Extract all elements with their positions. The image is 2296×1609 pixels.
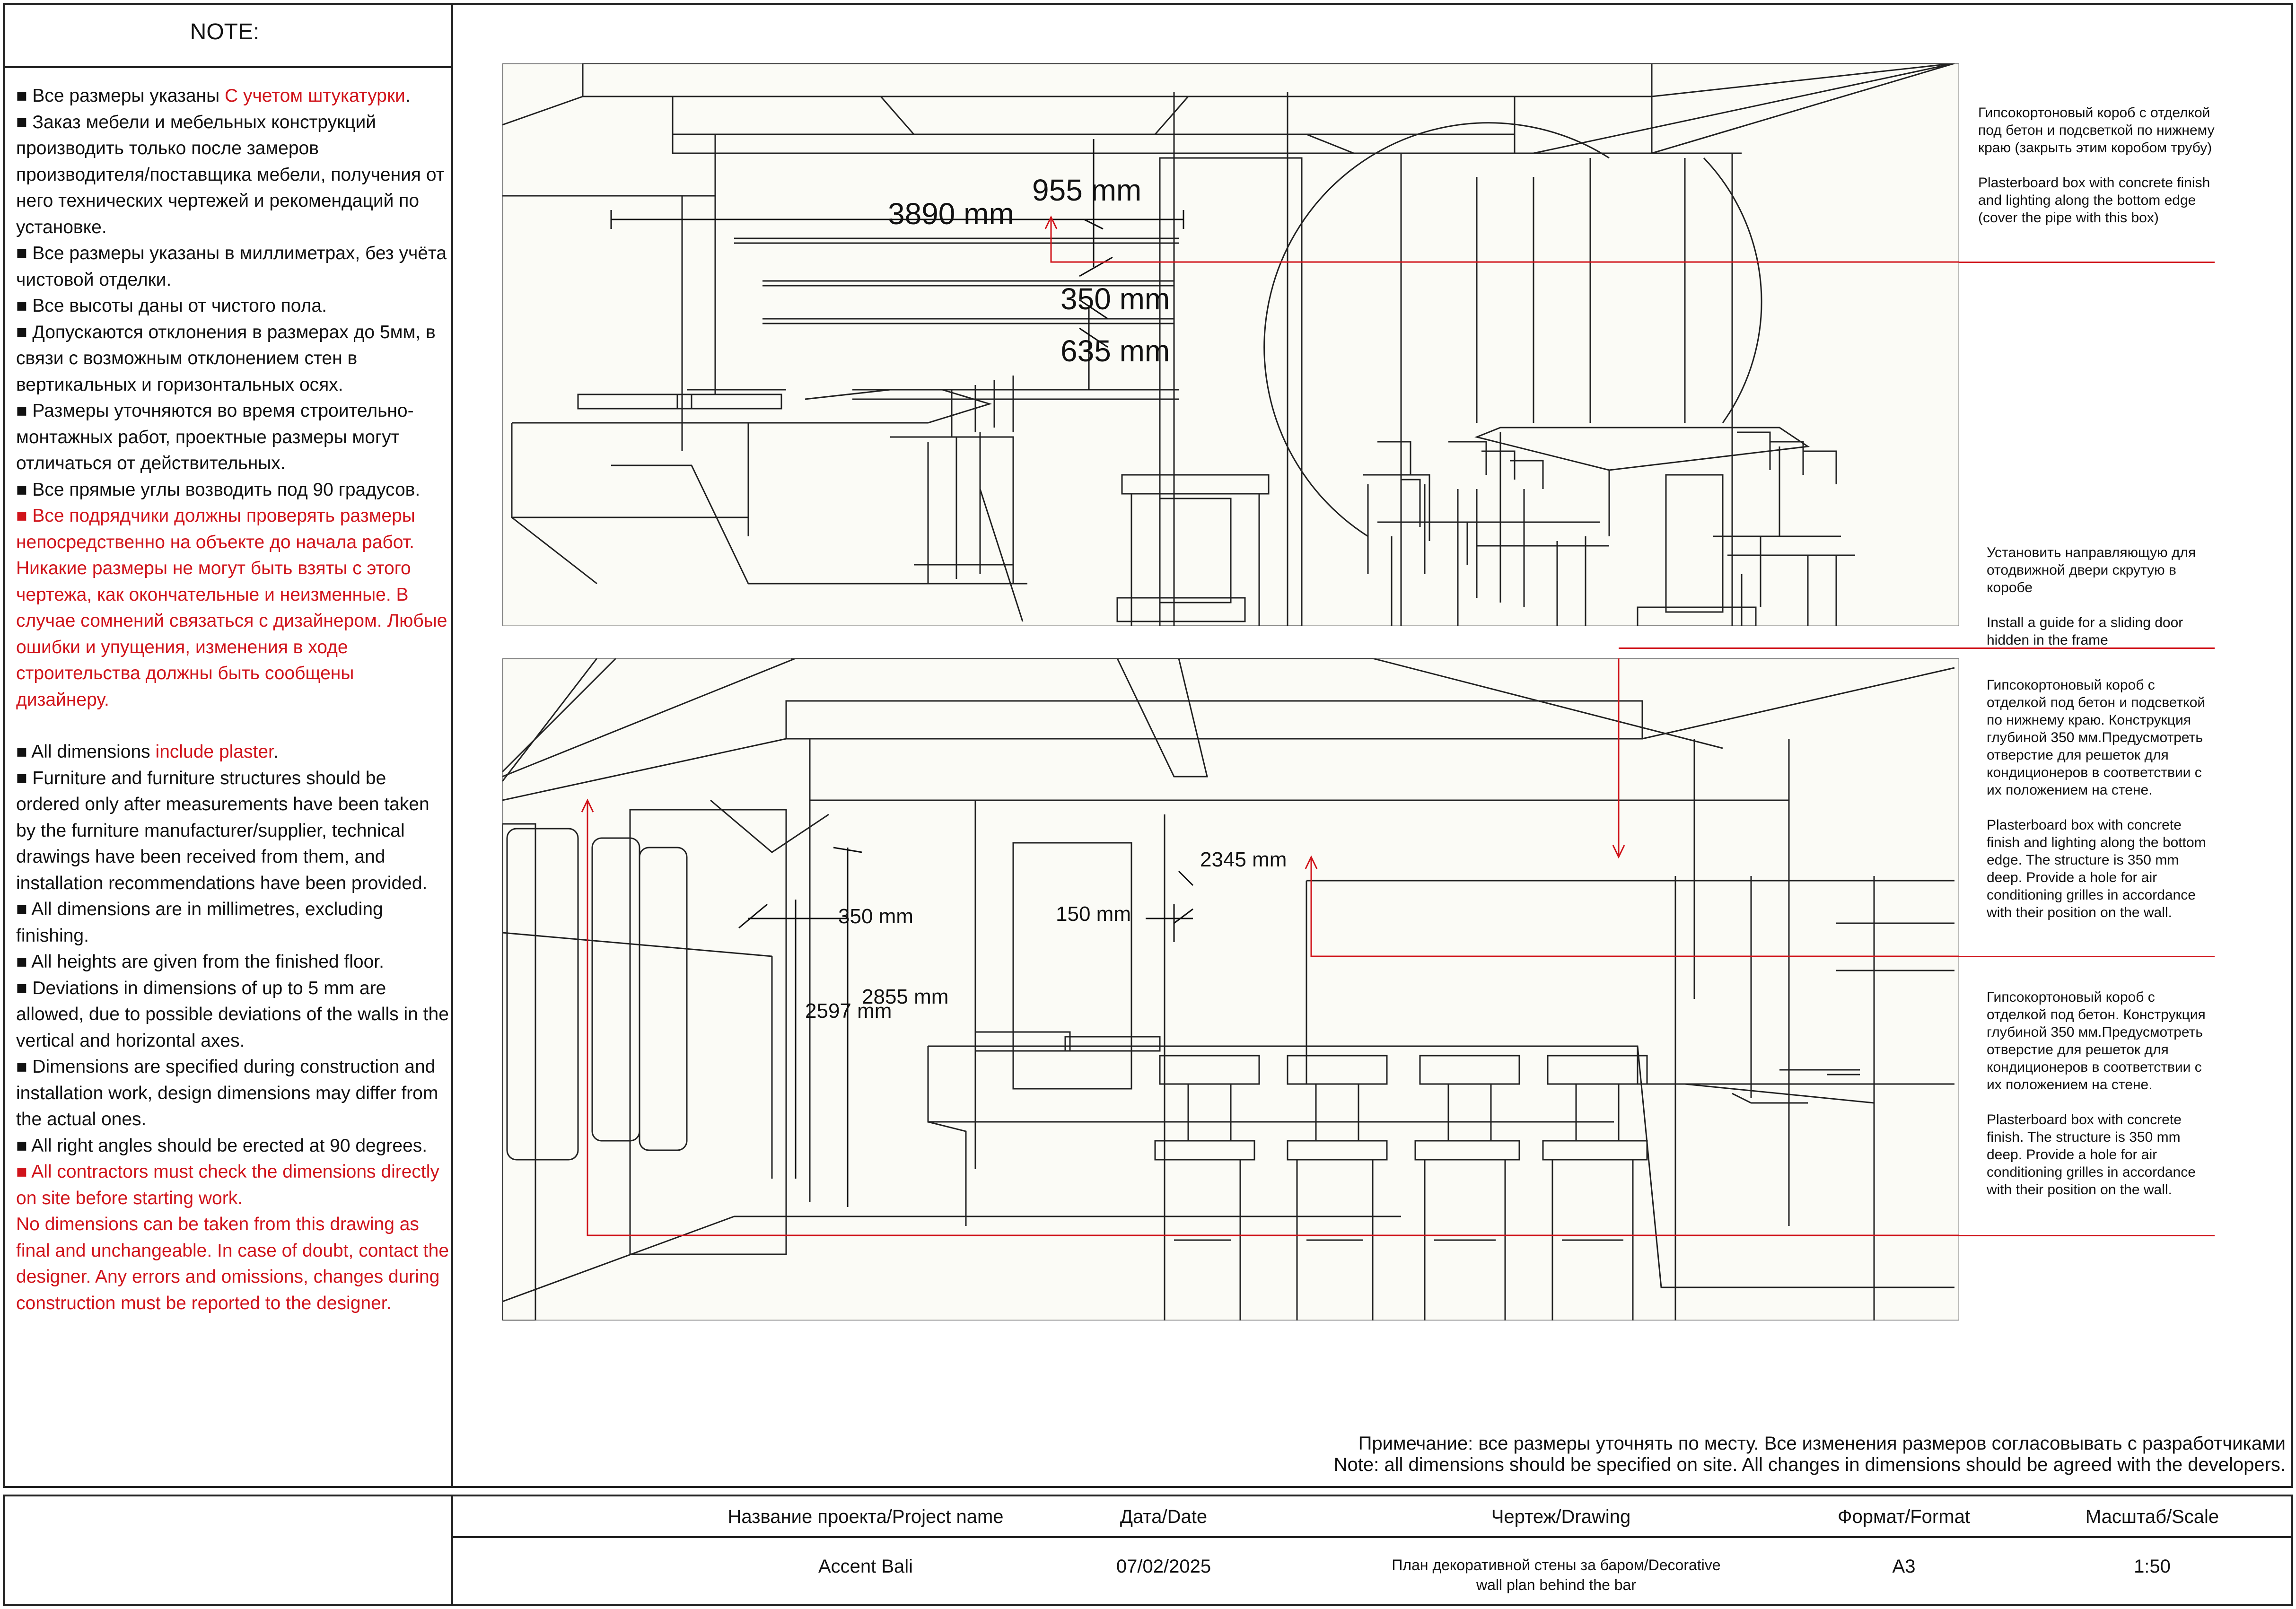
callout-plasterboard-box-pipe: Гипсокортоновый короб с отделкой под бетон и подсветкой по нижнему краю (закрыть этим коробом трубу) Plasterboard box with concrete finish and lighting along the bottom edge (cover the pipe with this box) — [1978, 105, 2215, 226]
note-ru-3: ■ Все размеры указаны в миллиметрах, без учёта чистовой отделки. — [16, 243, 447, 290]
note-en-5: ■ Deviations in dimensions of up to 5 mm are allowed, due to possible deviations of the walls in the vertical and horizontal axes. — [16, 978, 449, 1051]
note-ru-4: ■ Все высоты даны от чистого пола. — [16, 296, 327, 316]
note-en-8-warning: ■ All contractors must check the dimensions directly on site before starting work. No dimensions can be taken from this drawing as final and unchangeable. In case of doubt, contact the designer. Any errors and omissions, changes during construction must be reported to the designer. — [16, 1162, 449, 1313]
project-name-label: Название проекта/Project name — [727, 1506, 1004, 1527]
drawing-value: План декоративной стены за баром/Decorative wall plan behind the bar — [1392, 1557, 1721, 1593]
note-ru-8-warning: ■ Все подрядчики должны проверять размеры непосредственно на объекте до начала работ. Никакие размеры не могут быть взяты с этого чертежа, как окончательные и неизменные. В случае сомнений связаться с дизайнером. Любые ошибки и упущения, изменения в ходе строительства должны быть сообщены дизайнеру. — [16, 506, 447, 710]
date-value: 07/02/2025 — [1116, 1556, 1211, 1577]
top-perspective-view — [502, 63, 1959, 626]
callout-plasterboard-box-lighting: Гипсокортоновый короб с отделкой под бетон и подсветкой по нижнему краю. Конструкция глубиной 350 мм.Предусмотреть отверстие для решеток для кондиционеров в соответствии с их положением на стене. Plasterboard box with concrete finish and lighting along the bottom edge. The structure is 350 mm deep. Provide a hole for air conditioning grilles in accordance with their position on the wall. — [1987, 677, 2206, 920]
callout-plasterboard-box-concrete: Гипсокортоновый короб с отделкой под бетон. Конструкция глубиной 350 мм.Предусмотреть отверстие для решеток для кондиционеров в соответствии с их положением на стене. Plasterboard box with concrete finish. The structure is 350 mm deep. Provide a hole for air conditioning grilles in accordance with their position on the wall. — [1987, 989, 2206, 1198]
dim-bottom-2855: 2855 mm — [862, 985, 949, 1008]
note-ru-6: ■ Размеры уточняются во время строительно-монтажных работ, проектные размеры могут отличаться от действительных. — [16, 401, 414, 473]
leader-top-line — [1959, 262, 2215, 263]
dim-top-955: 955 mm — [1032, 173, 1142, 207]
dim-top-3890: 3890 mm — [888, 197, 1014, 231]
note-en-6: ■ Dimensions are specified during construction and installation work, design dimensions may differ from the actual ones. — [16, 1057, 438, 1129]
leader-bottom-line — [1959, 1235, 2215, 1236]
notes-spacer — [16, 713, 451, 739]
note-ru-2: ■ Заказ мебели и мебельных конструкций производить только после замеров производителя/поставщика мебели, получения от него технических чертежей и рекомендаций по установке. — [16, 112, 445, 237]
note-en-7: ■ All right angles should be erected at 90 degrees. — [16, 1135, 428, 1156]
scale-value: 1:50 — [2134, 1556, 2171, 1577]
title-block-divider-vertical — [451, 1495, 453, 1606]
dim-top-635: 635 mm — [1060, 334, 1170, 368]
notes-title: NOTE: — [190, 19, 260, 44]
title-block-divider-horizontal — [451, 1536, 2293, 1538]
footer-note-ru: Примечание: все размеры уточнять по месту. Все изменения размеров согласовывать с разработчиками — [1358, 1433, 2286, 1454]
note-en-1: ■ All dimensions include plaster. — [16, 742, 279, 762]
note-en-4: ■ All heights are given from the finished floor. — [16, 952, 384, 972]
date-label: Дата/Date — [1120, 1506, 1208, 1527]
dim-bottom-350: 350 mm — [838, 905, 913, 928]
format-value: A3 — [1892, 1556, 1916, 1577]
dim-bottom-2345: 2345 mm — [1200, 848, 1287, 871]
note-en-2: ■ Furniture and furniture structures should be ordered only after measurements have been taken by the furniture manufacturer/supplier, technical drawings have been received from them, and installation recommendations have been provided. — [16, 768, 429, 893]
drawing-label: Чертеж/Drawing — [1491, 1506, 1631, 1527]
project-name-value: Accent Bali — [818, 1556, 913, 1577]
notes-title-divider — [3, 66, 453, 68]
dim-top-350: 350 mm — [1060, 282, 1170, 316]
note-en-3: ■ All dimensions are in millimetres, excluding finishing. — [16, 899, 383, 946]
note-ru-5: ■ Допускаются отклонения в размерах до 5мм, в связи с возможным отклонением стен в вертикальных и горизонтальных осях. — [16, 322, 436, 395]
notes-list — [16, 83, 451, 1316]
note-ru-1: ■ Все размеры указаны С учетом штукатурки. — [16, 86, 411, 106]
footer-note-en: Note: all dimensions should be specified on site. All changes in dimensions should be agreed with the developers. — [1333, 1454, 2286, 1475]
bottom-perspective-view — [502, 658, 1959, 1320]
scale-label: Масштаб/Scale — [2085, 1506, 2219, 1527]
leader-mid-line — [1959, 956, 2215, 957]
dim-bottom-150: 150 mm — [1056, 902, 1131, 926]
note-ru-7: ■ Все прямые углы возводить под 90 градусов. — [16, 479, 421, 500]
callout-sliding-door-guide: Установить направляющую для отодвижной двери скрутую в коробе Install a guide for a sliding door hidden in the frame — [1987, 545, 2196, 648]
format-label: Формат/Format — [1838, 1506, 1970, 1527]
dim-bottom-2597: 2597 mm — [805, 999, 892, 1023]
